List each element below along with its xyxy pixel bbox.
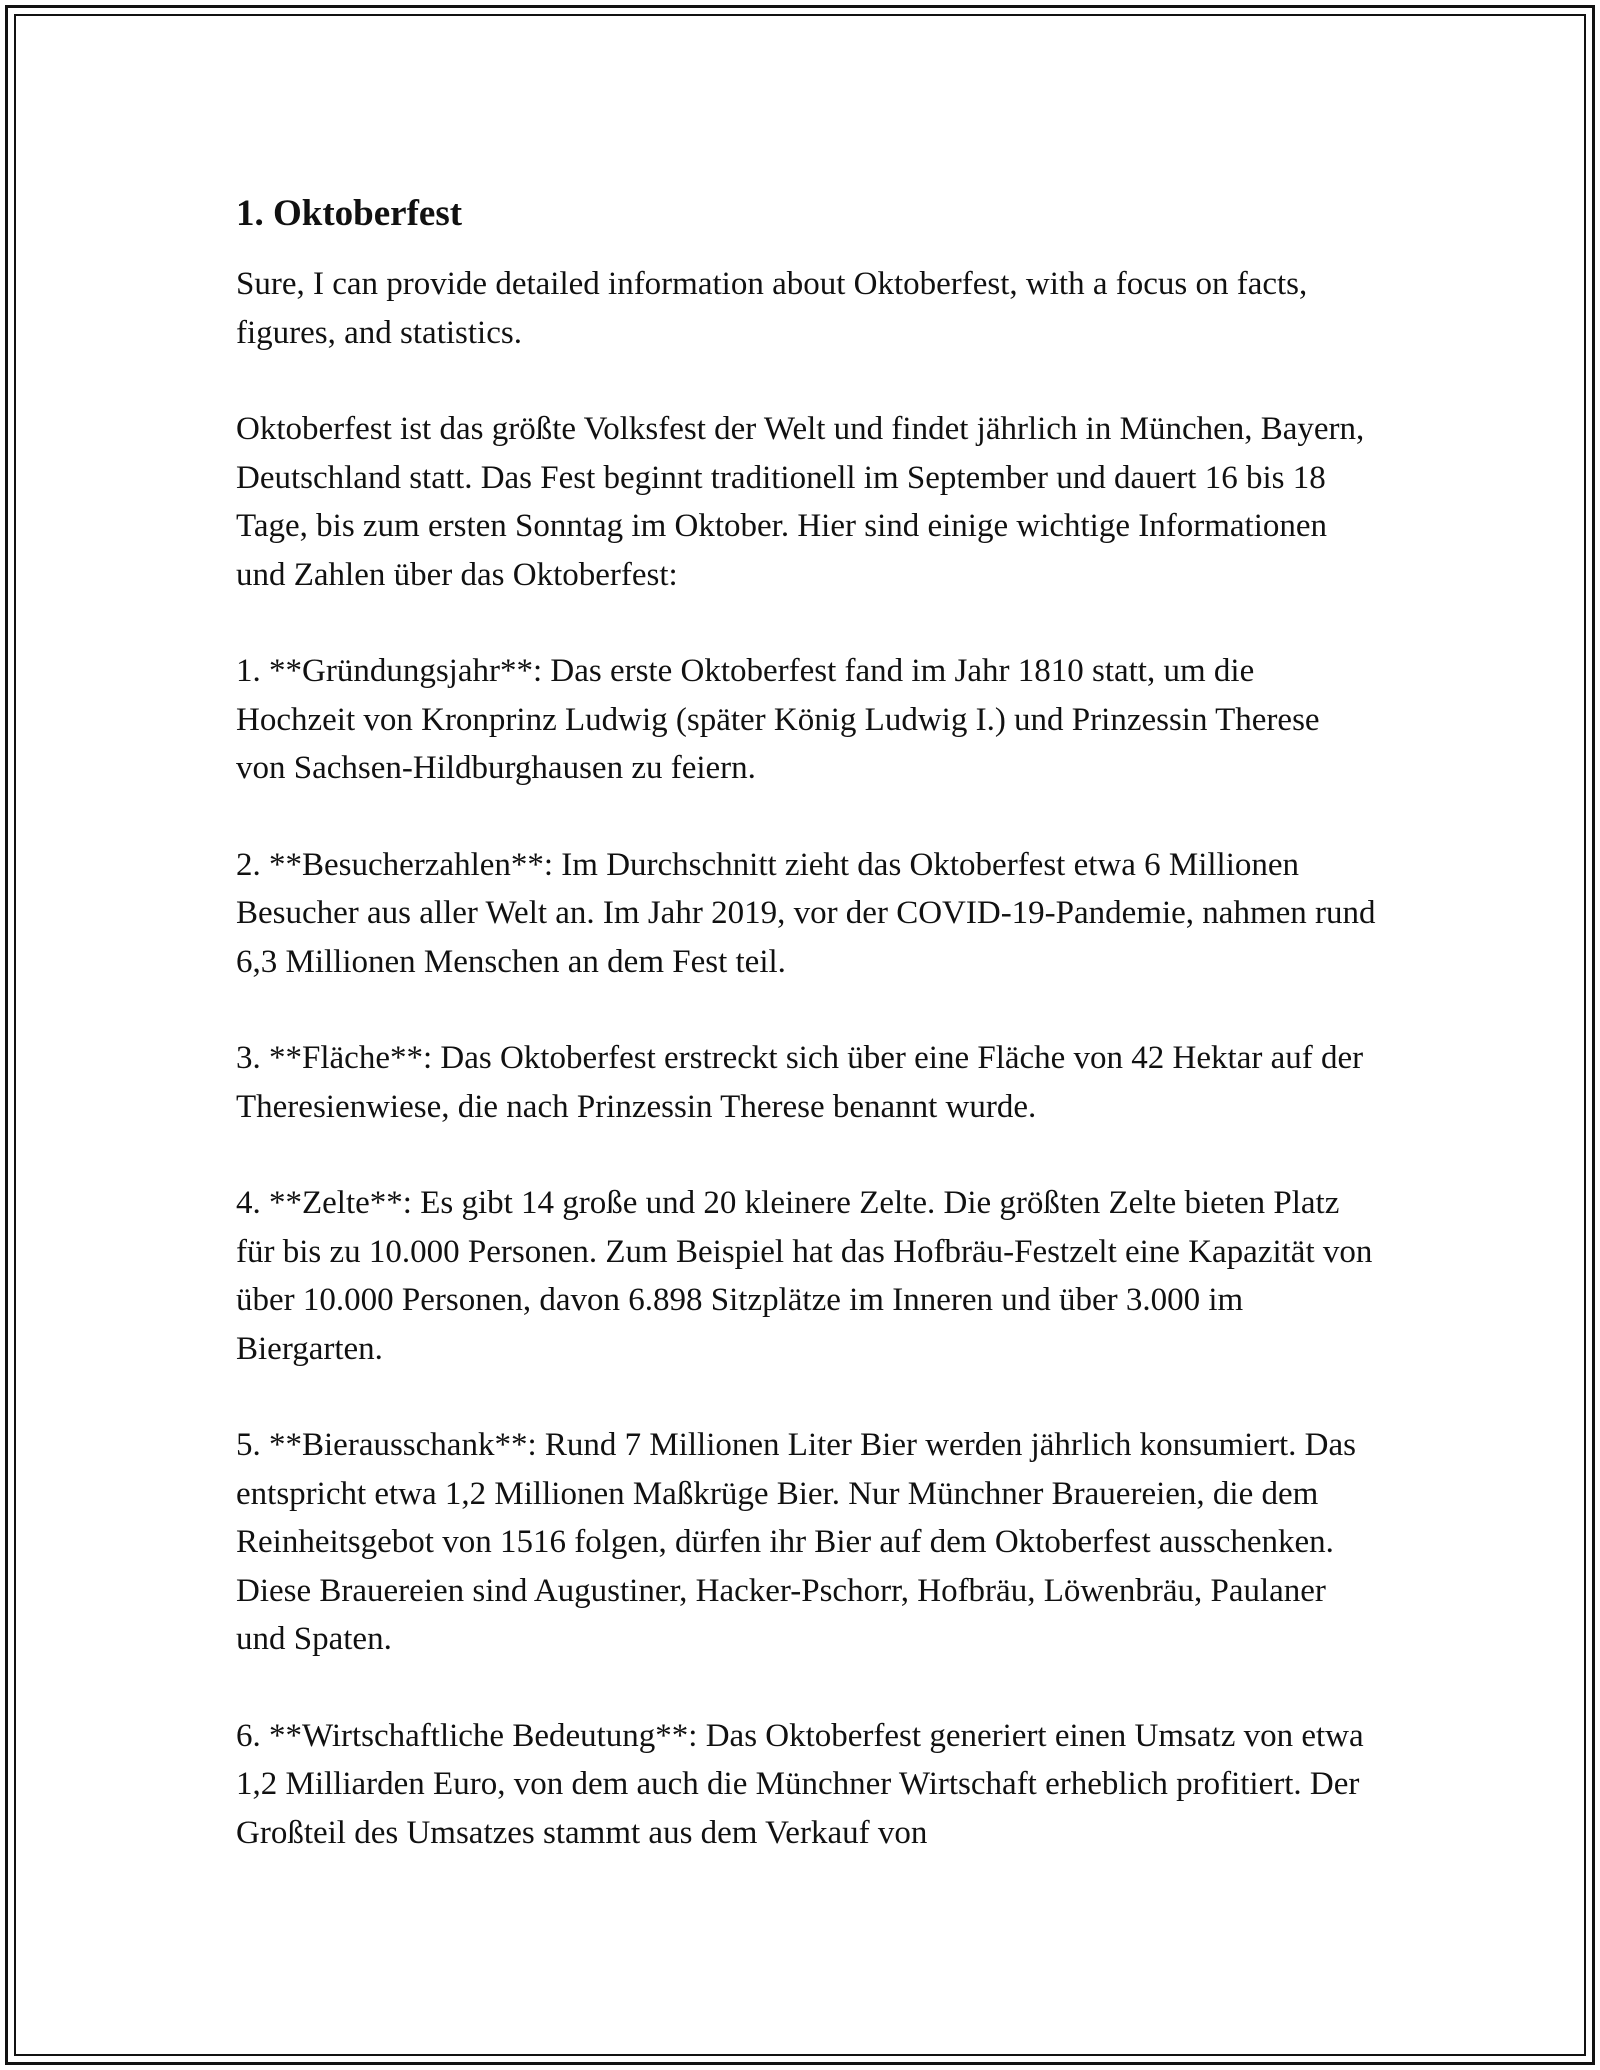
paragraph-founding-year: 1. **Gründungsjahr**: Das erste Oktoberfest fand im Jahr 1810 statt, um die Hochzeit von Kronprinz Ludwig (später König Ludwig I.) und Prinzessin Therese von Sachsen-Hildburghausen zu feiern. xyxy=(236,653,1320,786)
document-heading: 1. Oktoberfest xyxy=(236,193,463,234)
paragraph-tents: 4. **Zelte**: Es gibt 14 große und 20 kleinere Zelte. Die größten Zelte bieten Platz für bis zu 10.000 Personen. Zum Beispiel hat das Hofbräu-Festzelt eine Kapazität von über 10.000 Personen, davon 6.898 Sitzplätze im Inneren und über 3.000 im Biergarten. xyxy=(236,1185,1373,1367)
paragraph-beer-serving: 5. **Bierausschank**: Rund 7 Millionen Liter Bier werden jährlich konsumiert. Das entspricht etwa 1,2 Millionen Maßkrüge Bier. Nur Münchner Brauereien, die dem Reinheitsgebot von 1516 folgen, dürfen ihr Bier auf dem Oktoberfest ausschenken. Diese Brauereien sind Augustiner, Hacker-Pschorr, Hofbräu, Löwenbräu, Paulaner und Spaten. xyxy=(236,1427,1356,1657)
paragraph-intro: Sure, I can provide detailed information about Oktoberfest, with a focus on facts, figures, and statistics. xyxy=(236,266,1308,351)
paragraph-overview: Oktoberfest ist das größte Volksfest der Welt und findet jährlich in München, Bayern, Deutschland statt. Das Fest beginnt traditionell im September und dauert 16 bis 18 Tage, bis zum ersten Sonntag im Oktober. Hier sind einige wichtige Informationen und Zahlen über das Oktoberfest: xyxy=(236,411,1365,593)
document-body xyxy=(236,186,1376,1857)
paragraph-area: 3. **Fläche**: Das Oktoberfest erstreckt sich über eine Fläche von 42 Hektar auf der Theresienwiese, die nach Prinzessin Therese benannt wurde. xyxy=(236,1040,1364,1125)
paragraph-visitor-numbers: 2. **Besucherzahlen**: Im Durchschnitt zieht das Oktoberfest etwa 6 Millionen Besucher aus aller Welt an. Im Jahr 2019, vor der COVID-19-Pandemie, nahmen rund 6,3 Millionen Menschen an dem Fest teil. xyxy=(236,846,1376,980)
paragraph-economic-impact: 6. **Wirtschaftliche Bedeutung**: Das Oktoberfest generiert einen Umsatz von etwa 1,2 Milliarden Euro, von dem auch die Münchner Wirtschaft erheblich profitiert. Der Großteil des Umsatzes stammt aus dem Verkauf von xyxy=(236,1717,1364,1851)
